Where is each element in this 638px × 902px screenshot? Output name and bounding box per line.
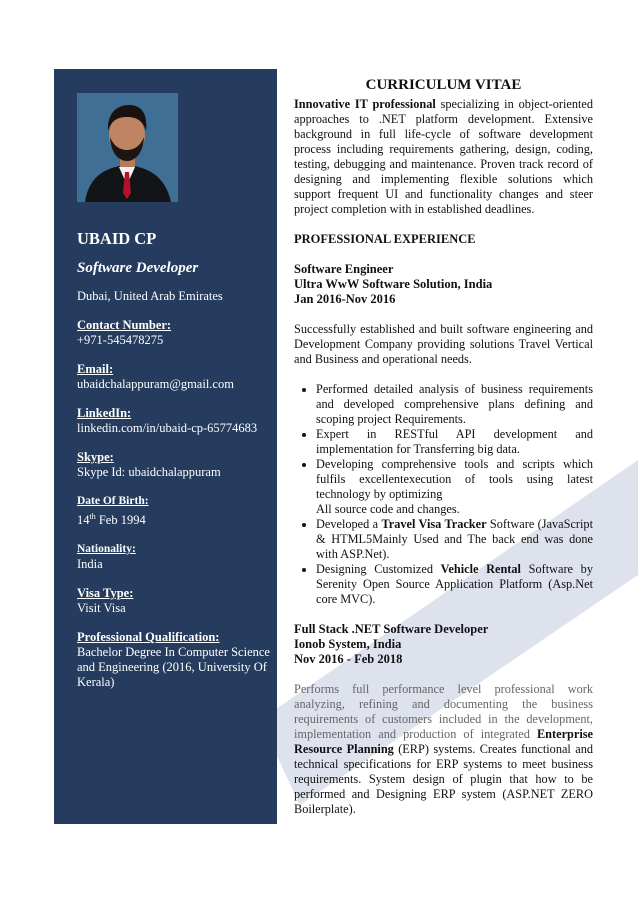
experience-heading: PROFESSIONAL EXPERIENCE bbox=[294, 232, 476, 246]
job1-bullet-list bbox=[294, 382, 593, 607]
sidebar bbox=[54, 69, 277, 824]
summary-paragraph: Innovative IT professional specializing in object-oriented approaches to .NET platform development. Extensive background in full life-cycle of software development process including requirements gathering, design, coding, testing, debugging and maintenance. Proven track record of designing and implementing flexible solutions which support frequent UI and functionality changes and steer project completion with in established deadlines. bbox=[294, 97, 593, 216]
job1-title: Software Engineer bbox=[294, 262, 394, 276]
sidebar-details bbox=[77, 229, 273, 690]
job1-company: Ultra WwW Software Solution, India bbox=[294, 277, 493, 291]
contact-value: +971-545478275 bbox=[77, 333, 164, 347]
location: Dubai, United Arab Emirates bbox=[77, 289, 223, 303]
job1-dates: Jan 2016-Nov 2016 bbox=[294, 292, 396, 306]
list-item: • Developing comprehensive tools and scripts which fulfils excellentexecution of tools using latest technology by optimizing All source code and changes. bbox=[316, 457, 593, 517]
contact-label: Contact Number: bbox=[77, 318, 172, 332]
job2-title: Full Stack .NET Software Developer bbox=[294, 622, 489, 636]
job-role: Software Developer bbox=[77, 260, 199, 276]
dob-label: Date Of Birth: bbox=[77, 495, 149, 507]
visa-value: Visit Visa bbox=[77, 601, 126, 616]
list-item: • Performed detailed analysis of business requirements and developed comprehensive plans defining and scoping project Requirements. bbox=[316, 382, 593, 427]
email-value[interactable]: ubaidchalappuram@gmail.com bbox=[77, 377, 234, 391]
job2-company: Ionob System, India bbox=[294, 637, 402, 651]
document-title: CURRICULUM VITAE bbox=[365, 77, 522, 93]
qualification-value: Bachelor Degree In Computer Science and Engineering (2016, University Of Kerala) bbox=[77, 645, 270, 690]
dob-value: 14th Feb 1994 bbox=[77, 512, 146, 528]
profile-photo bbox=[77, 93, 178, 202]
skype-value: Skype Id: ubaidchalappuram bbox=[77, 465, 221, 479]
linkedin-value[interactable]: linkedin.com/in/ubaid-cp-65774683 bbox=[77, 421, 258, 435]
job2-dates: Nov 2016 - Feb 2018 bbox=[294, 652, 403, 666]
nationality-label: Nationality: bbox=[77, 543, 136, 556]
person-name: UBAID CP bbox=[77, 229, 157, 248]
main-content bbox=[294, 76, 593, 817]
nationality-value: India bbox=[77, 557, 103, 572]
email-label: Email: bbox=[77, 362, 114, 376]
skype-label: Skype: bbox=[77, 450, 114, 464]
linkedin-label: LinkedIn: bbox=[77, 406, 132, 420]
list-item: • Expert in RESTful API development and implementation for Transferring big data. bbox=[316, 427, 593, 457]
qualification-label: Professional Qualification: bbox=[77, 630, 220, 645]
job1-description: Successfully established and built software engineering and Development Company providing solutions Travel Vertical and Business and operational needs. bbox=[294, 322, 593, 366]
visa-label: Visa Type: bbox=[77, 586, 134, 601]
list-item: • Designing Customized Vehicle Rental Software by Serenity Open Source Application Platform (Asp.Net core MVC). bbox=[316, 562, 593, 607]
job2-description: Performs full performance level professional work analyzing, refining and documenting the business requirements of customers included in the development, implementation and production of integrated Enterprise Resource Planning (ERP) systems. Creates functional and technical specifications for ERP systems to meet business requirements. System design of plugin that how to be performed and Designing ERP system (ASP.NET ZERO Boilerplate). bbox=[294, 682, 593, 816]
list-item: • Developed a Travel Visa Tracker Software (JavaScript & HTML5Mainly Used and The back end was done with ASP.Net). bbox=[316, 517, 593, 562]
